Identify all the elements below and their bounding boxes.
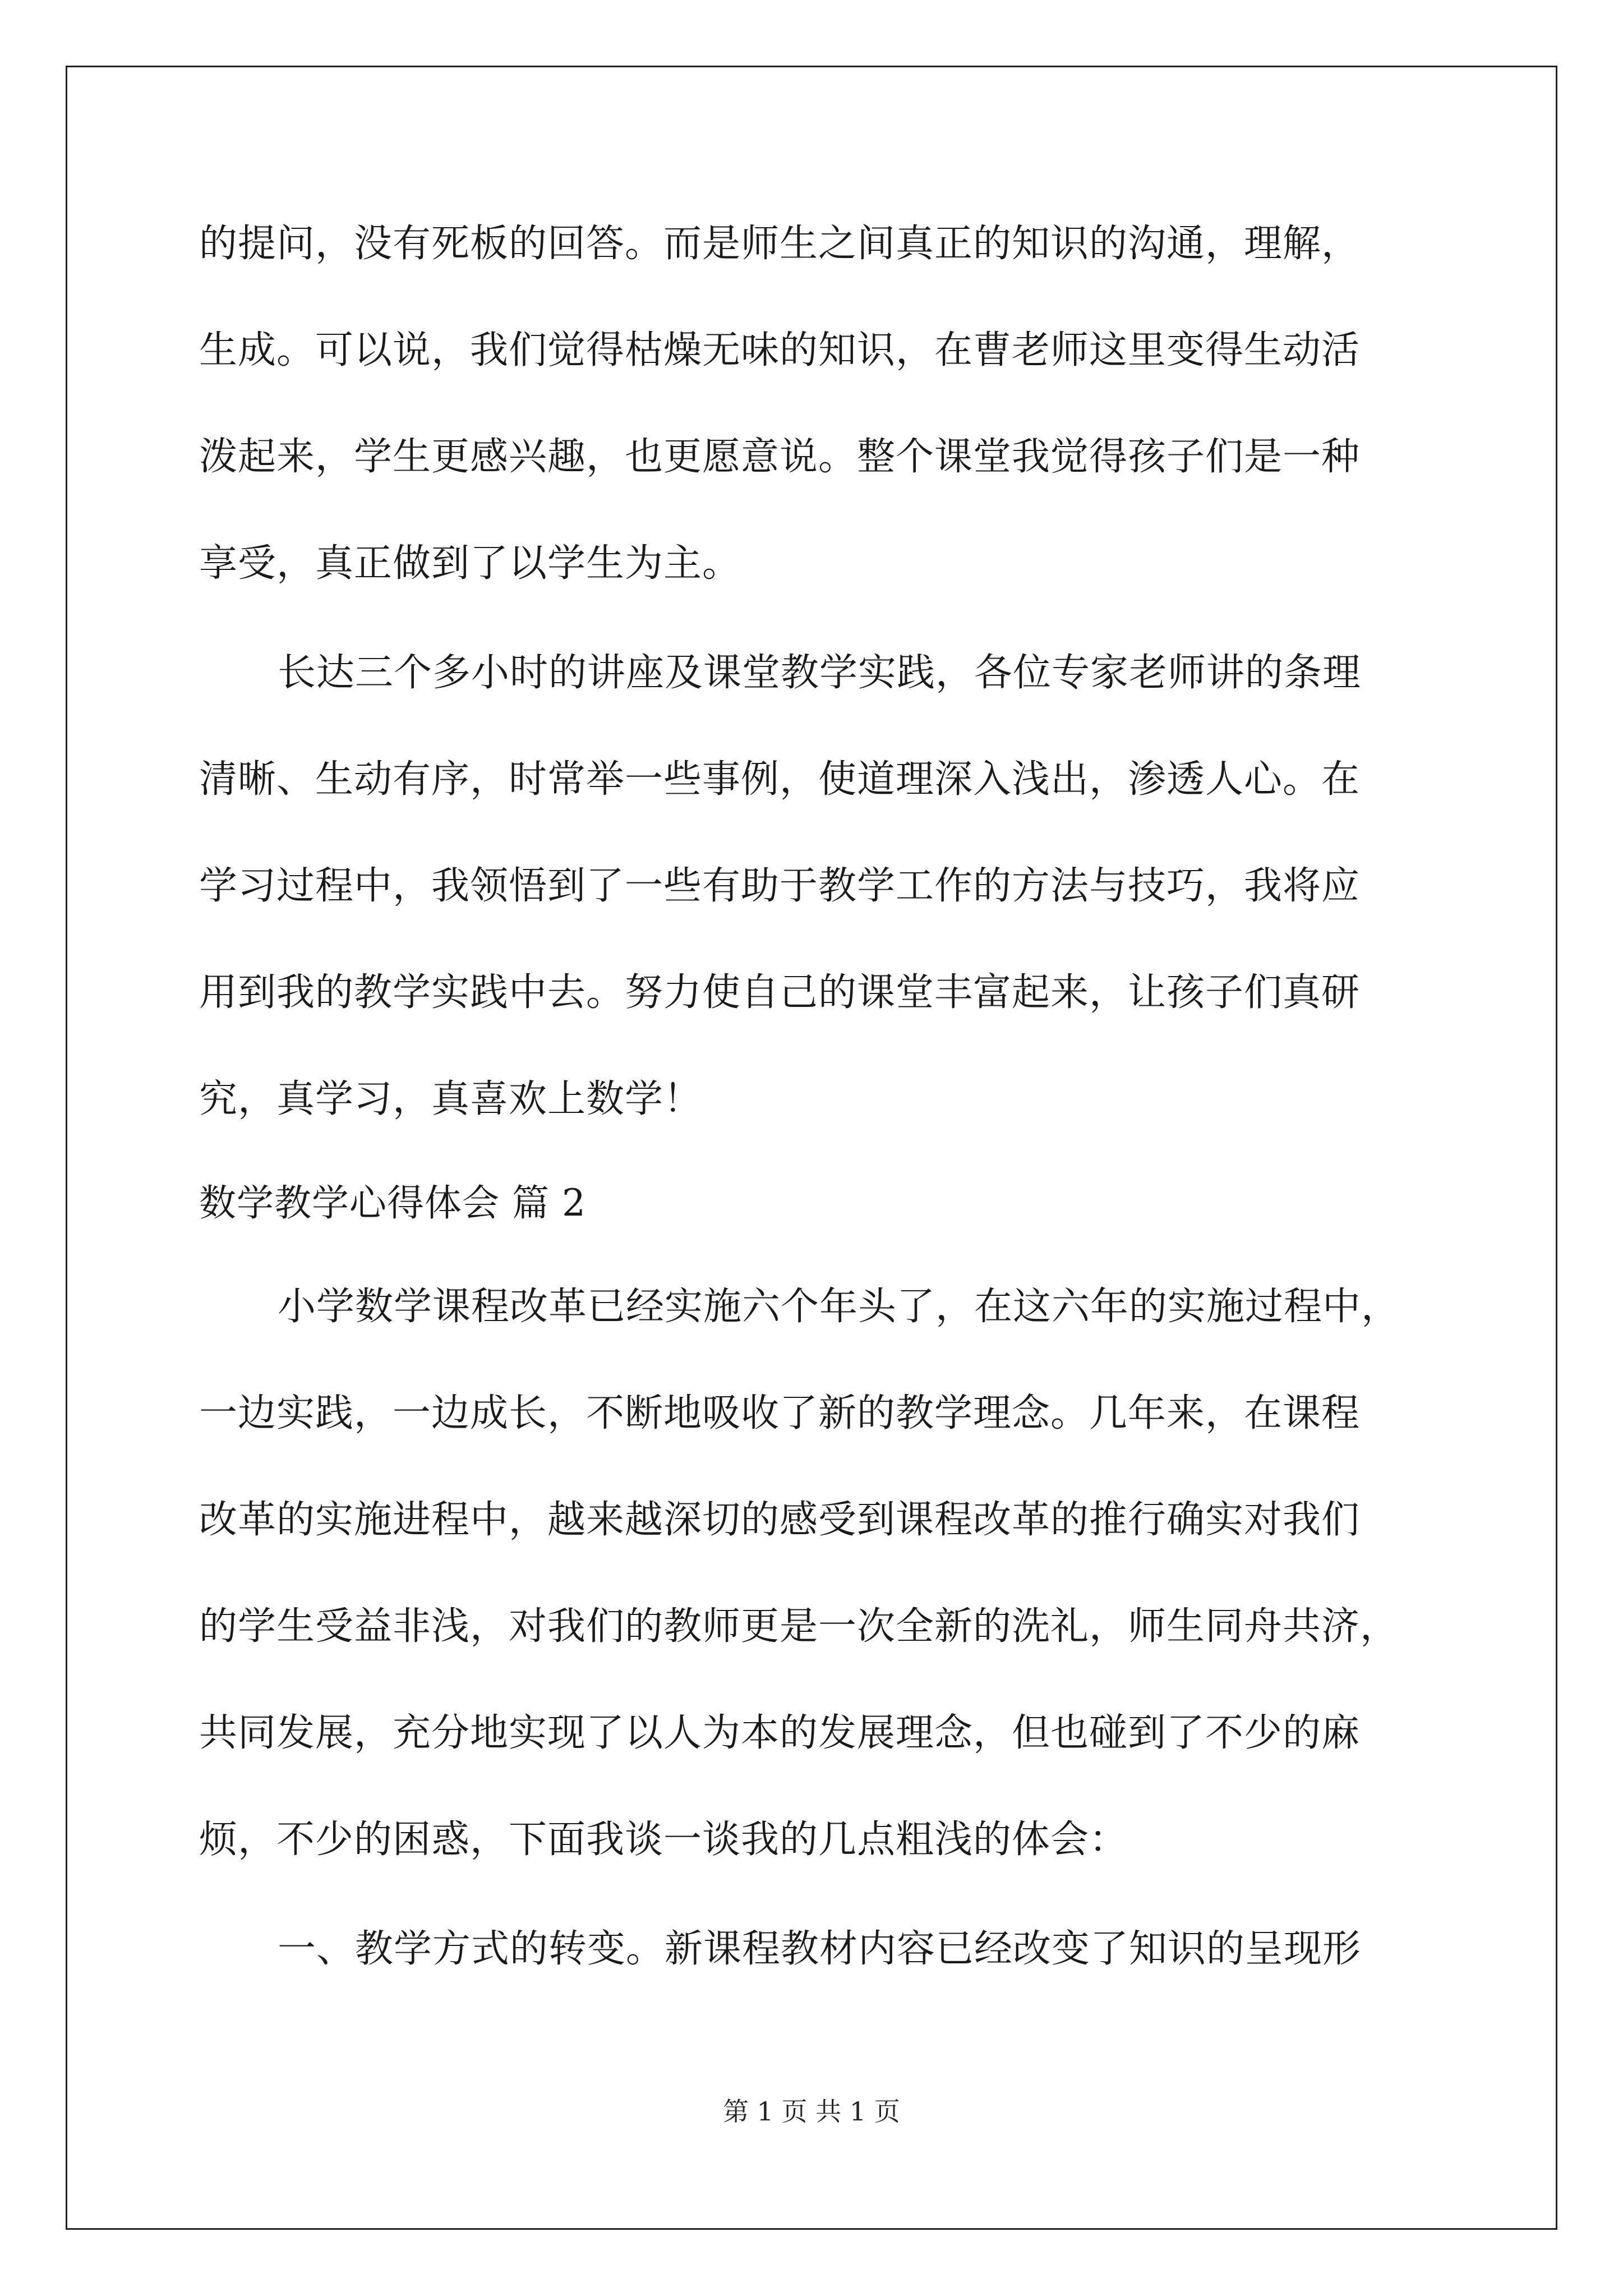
body-line-4: 享受，真正做到了以学生为主。 — [199, 541, 741, 586]
paragraph-start-line: 小学数学课程改革已经实施六个年头了，在这六年的实施过程中， — [278, 1285, 1400, 1329]
body-line-2: 生成。可以说，我们觉得枯燥无味的知识，在曹老师这里变得生动活 — [199, 328, 1361, 372]
body-line-9: 究，真学习，真喜欢上数学！ — [199, 1077, 703, 1121]
page-number-footer: 第 1 页 共 1 页 — [723, 2096, 900, 2127]
body-line-15: 共同发展，充分地实现了以人为本的发展理念，但也碰到了不少的麻 — [199, 1711, 1361, 1755]
body-line-12: 一边实践，一边成长，不断地吸收了新的教学理念。几年来，在课程 — [199, 1391, 1361, 1435]
body-line-13: 改革的实施进程中，越来越深切的感受到课程改革的推行确实对我们 — [199, 1498, 1361, 1542]
body-line-16: 烦，不少的困惑，下面我谈一谈我的几点粗浅的体会： — [199, 1818, 1128, 1862]
body-line-6: 清晰、生动有序，时常举一些事例，使道理深入浅出，渗透人心。在 — [199, 757, 1361, 802]
body-line-3: 泼起来，学生更感兴趣，也更愿意说。整个课堂我觉得孩子们是一种 — [199, 435, 1361, 479]
paragraph-start-line: 一、教学方式的转变。新课程教材内容已经改变了知识的呈现形 — [278, 1927, 1362, 1971]
body-line-1: 的提问，没有死板的回答。而是师生之间真正的知识的沟通，理解， — [199, 222, 1361, 266]
section-heading: 数学教学心得体会 篇 2 — [199, 1181, 586, 1225]
page-border — [66, 66, 1557, 2230]
body-line-14: 的学生受益非浅，对我们的教师更是一次全新的洗礼，师生同舟共济， — [199, 1604, 1399, 1649]
body-line-8: 用到我的教学实践中去。努力使自己的课堂丰富起来，让孩子们真研 — [199, 970, 1361, 1015]
paragraph-start-line: 长达三个多小时的讲座及课堂教学实践，各位专家老师讲的条理 — [278, 651, 1362, 695]
body-line-7: 学习过程中，我领悟到了一些有助于教学工作的方法与技巧，我将应 — [199, 864, 1361, 908]
